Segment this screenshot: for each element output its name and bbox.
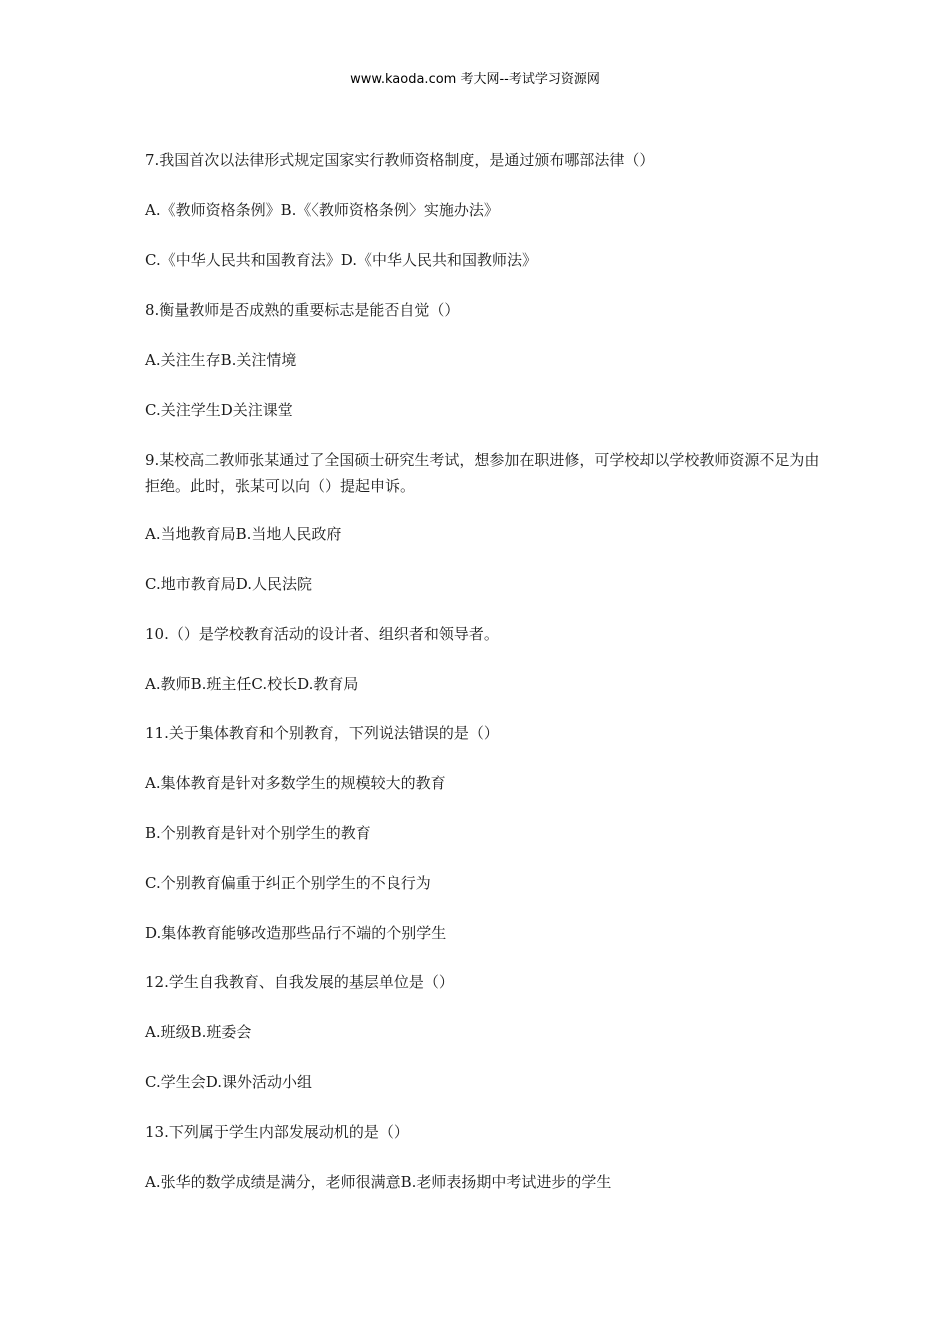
question-7-options-cd: C.《中华人民共和国教育法》D.《中华人民共和国教师法》	[145, 251, 537, 269]
question-8-options-cd: C.关注学生D关注课堂	[145, 401, 293, 419]
question-12: 12.学生自我教育、自我发展的基层单位是（）	[145, 973, 454, 991]
question-10: 10.（）是学校教育活动的设计者、组织者和领导者。	[145, 625, 499, 643]
question-13: 13.下列属于学生内部发展动机的是（）	[145, 1123, 409, 1141]
question-8-options-ab: A.关注生存B.关注情境	[145, 351, 297, 369]
question-9-options-cd: C.地市教育局D.人民法院	[145, 575, 312, 593]
question-7: 7.我国首次以法律形式规定国家实行教师资格制度，是通过颁布哪部法律（）	[145, 151, 655, 169]
question-11-option-a: A.集体教育是针对多数学生的规模较大的教育	[145, 774, 446, 792]
question-11-option-c: C.个别教育偏重于纠正个别学生的不良行为	[145, 874, 431, 892]
page-header: www.kaoda.com 考大网--考试学习资源网	[350, 72, 600, 87]
question-8: 8.衡量教师是否成熟的重要标志是能否自觉（）	[145, 301, 460, 319]
question-13-options-ab: A.张华的数学成绩是满分，老师很满意B.老师表扬期中考试进步的学生	[145, 1173, 612, 1191]
question-12-options-ab: A.班级B.班委会	[145, 1023, 252, 1041]
question-9-options-ab: A.当地教育局B.当地人民政府	[145, 525, 342, 543]
question-11: 11.关于集体教育和个别教育，下列说法错误的是（）	[145, 724, 499, 742]
question-10-options: A.教师B.班主任C.校长D.教育局	[145, 675, 359, 693]
question-12-options-cd: C.学生会D.课外活动小组	[145, 1073, 312, 1091]
question-7-options-ab: A.《教师资格条例》B.《〈教师资格条例〉实施办法》	[145, 201, 499, 219]
question-9: 9.某校高二教师张某通过了全国硕士研究生考试，想参加在职进修，可学校却以学校教师资源不足为由拒绝。此时，张某可以向（）提起申诉。	[145, 451, 820, 495]
question-11-option-b: B.个别教育是针对个别学生的教育	[145, 824, 371, 842]
question-11-option-d: D.集体教育能够改造那些品行不端的个别学生	[145, 924, 447, 942]
